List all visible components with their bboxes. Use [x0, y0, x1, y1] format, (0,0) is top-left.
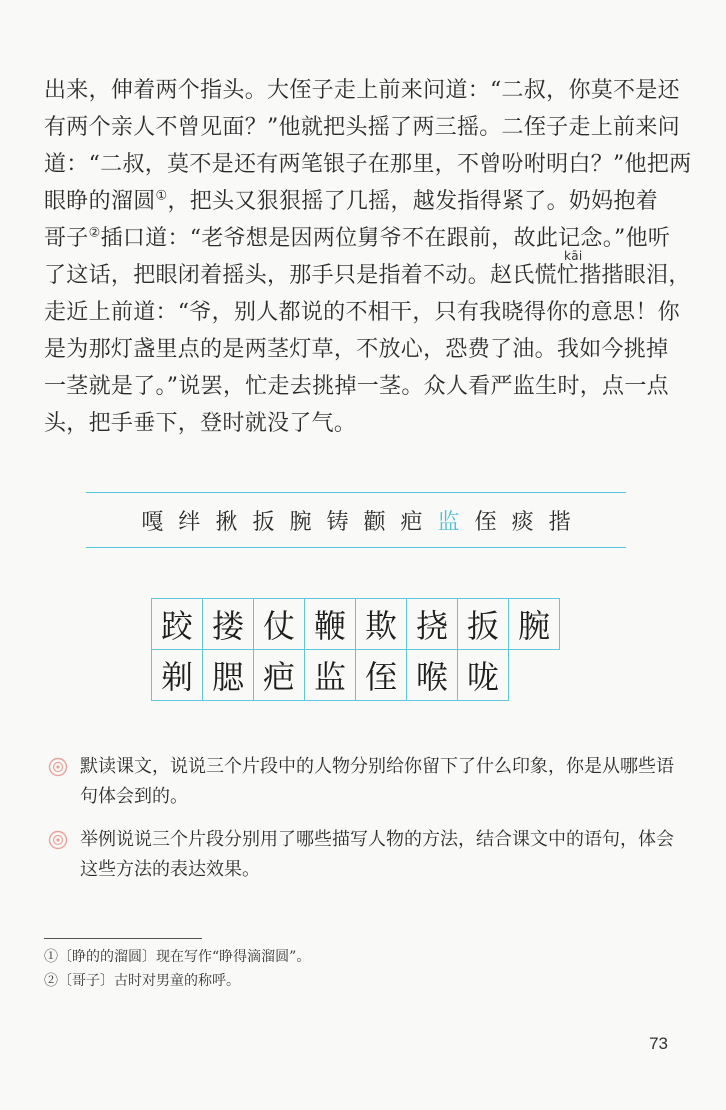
write-char-cell: 仗: [254, 599, 305, 650]
passage: [44, 72, 692, 442]
flower-bullet-icon: [48, 757, 68, 777]
read-char: 颧: [363, 509, 386, 535]
read-char: 腕: [289, 509, 312, 535]
passage-line: 走近上前道：“爷，别人都说的不相干，只有我晓得你的意思！你: [44, 300, 680, 325]
write-char-cell: 腕: [509, 599, 560, 650]
passage-line: [44, 183, 684, 220]
question-text: 举例说说三个片段分别用了哪些描写人物的方法，结合课文中的语句，体会这些方法的表达效果。: [80, 829, 674, 880]
read-char: 嘎: [141, 509, 164, 535]
read-char: 痰: [511, 509, 534, 535]
passage-text: ，把头又狠狠摇了几摇，越发指得紧了。奶妈抱着: [167, 189, 659, 214]
passage-line: 了这话，把眼闭着摇头，那手只是指着不动。赵氏慌忙揩揩眼泪，: [44, 263, 691, 288]
footnote-1: ①〔睁的的溜圆〕现在写作“睁得滴溜圆”。: [44, 949, 311, 965]
passage-line: 一茎就是了。”说罢，忙走去挑掉一茎。众人看严监生时，点一点: [44, 374, 669, 399]
passage-text: 哥子: [44, 226, 89, 251]
footnote-2: ②〔哥子〕古时对男童的称呼。: [44, 973, 240, 989]
write-char-cell: 喉: [407, 650, 458, 701]
write-char-cell: 监: [305, 650, 356, 701]
exercise-questions: [44, 752, 684, 898]
read-char: 绊: [178, 509, 201, 535]
question-item: [44, 752, 684, 812]
passage-text: 眼睁的溜圆: [44, 189, 156, 214]
passage-line: 有两个亲人不曾见面？”他就把头摇了两三摇。二侄子走上前来问: [44, 115, 680, 140]
passage-line: [44, 220, 684, 263]
passage-line: 是为那灯盏里点的是两茎灯草，不放心，恐费了油。我如今挑掉: [44, 337, 669, 362]
read-char: 疤: [400, 509, 423, 535]
read-char: 揪: [215, 509, 238, 535]
passage-line: 出来，伸着两个指头。大侄子走上前来问道：“二叔，你莫不是还: [44, 78, 680, 103]
pinyin-annotation: kāi: [564, 249, 583, 263]
write-char-cell: 搂: [203, 599, 254, 650]
read-char: 侄: [474, 509, 497, 535]
write-char-cell: 挠: [407, 599, 458, 650]
write-char-cell: 咙: [458, 650, 509, 701]
write-char-cell: 欺: [356, 599, 407, 650]
write-characters-grid: [151, 598, 560, 701]
write-char-cell: 疤: [254, 650, 305, 701]
write-char-cell: 扳: [458, 599, 509, 650]
read-char: 铸: [326, 509, 349, 535]
read-characters-band: [86, 492, 626, 548]
footnote-ref-2[interactable]: ②: [88, 225, 101, 241]
write-char-cell: 剃: [152, 650, 203, 701]
read-char: 揩: [548, 509, 571, 535]
read-char: 扳: [252, 509, 275, 535]
footnote-divider: [44, 938, 202, 939]
write-char-cell: 跤: [152, 599, 203, 650]
write-char-cell: 鞭: [305, 599, 356, 650]
passage-line: 道：“二叔，莫不是还有两笔银子在那里，不曾吩咐明白？”他把两: [44, 152, 692, 177]
question-item: [44, 825, 684, 885]
question-text: 默读课文，说说三个片段中的人物分别给你留下了什么印象，你是从哪些语句体会到的。: [80, 756, 674, 807]
passage-line: 头，把手垂下，登时就没了气。: [44, 411, 357, 436]
read-char-highlighted: 监: [437, 509, 460, 535]
footnote-ref-1[interactable]: ①: [155, 188, 168, 204]
grid-row: [152, 650, 560, 701]
write-char-cell: 侄: [356, 650, 407, 701]
write-char-cell: 腮: [203, 650, 254, 701]
passage-text: 插口道：“老爷想是因两位舅爷不在跟前，故此记念。”他听: [100, 226, 671, 251]
page-number: 73: [649, 1034, 668, 1053]
footnotes: [44, 938, 684, 993]
flower-bullet-icon: [48, 830, 68, 850]
grid-row: [152, 599, 560, 650]
